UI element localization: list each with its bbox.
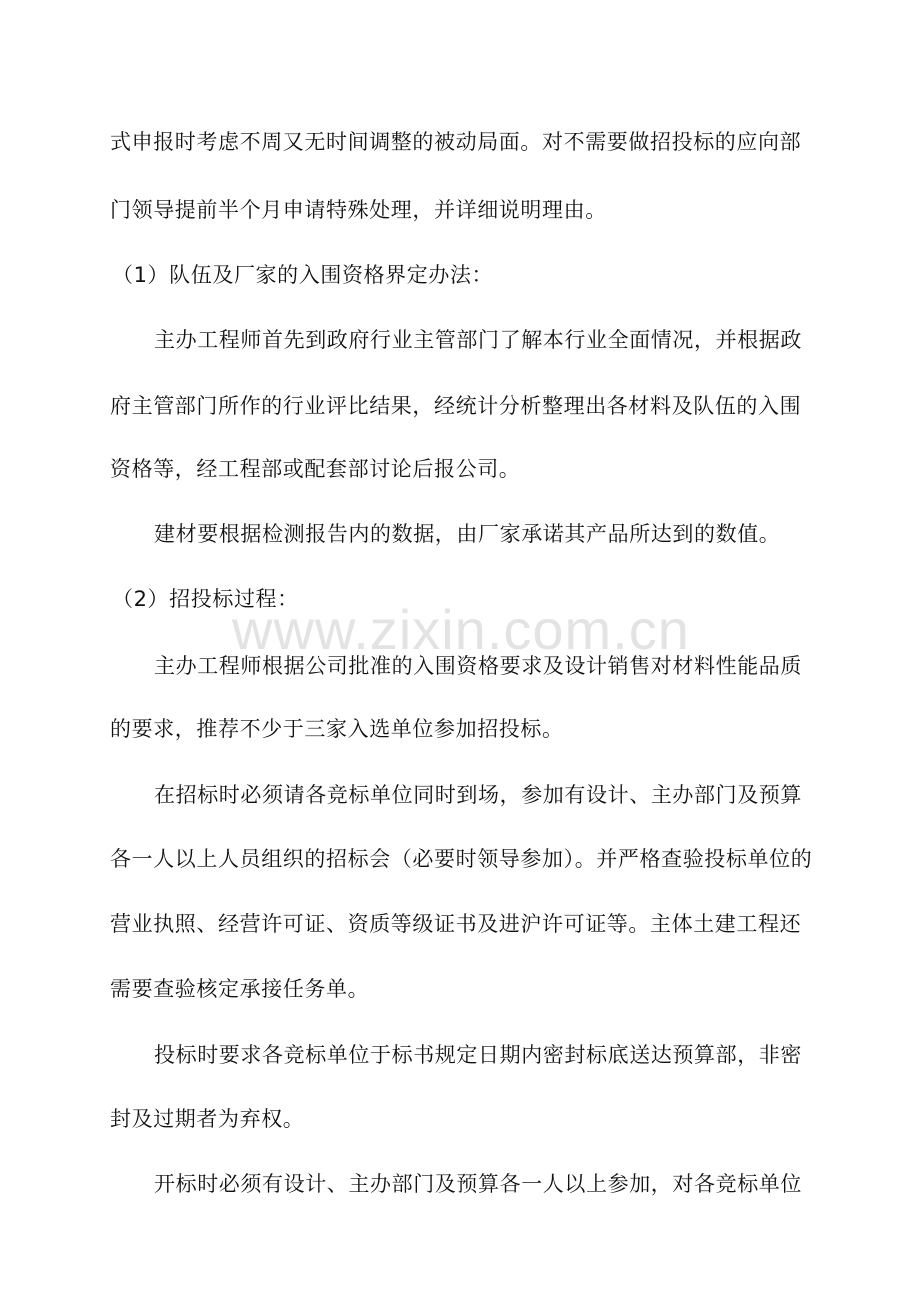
text-line-14: 需要查验核定承接任务单。 (110, 977, 370, 1001)
text-line-1: 式申报时考虑不周又无时间调整的被动局面。对不需要做招投标的应向部 (110, 130, 802, 154)
section-heading-1: （1）队伍及厂家的入围资格界定办法： (112, 263, 494, 287)
text-line-7: 建材要根据检测报告内的数据，由厂家承诺其产品所达到的数值。 (154, 522, 781, 546)
text-line-5: 府主管部门所作的行业评比结果，经统计分析整理出各材料及队伍的入围 (110, 394, 802, 418)
text-line-17: 开标时必须有设计、主办部门及预算各一人以上参加，对各竞标单位 (154, 1172, 802, 1196)
text-line-6: 资格等，经工程部或配套部讨论后报公司。 (110, 457, 521, 481)
text-line-11: 在招标时必须请各竞标单位同时到场，参加有设计、主办部门及预算 (154, 783, 802, 807)
section-heading-2: （2）招投标过程： (112, 587, 299, 611)
text-line-12: 各一人以上人员组织的招标会（必要时领导参加）。并严格查验投标单位的 (110, 847, 813, 871)
text-line-15: 投标时要求各竞标单位于标书规定日期内密封标底送达预算部，非密 (154, 1043, 802, 1067)
text-line-10: 的要求，推荐不少于三家入选单位参加招投标。 (110, 717, 564, 741)
text-line-2: 门领导提前半个月申请特殊处理，并详细说明理由。 (110, 198, 607, 222)
watermark: www.zixin.com.cn (232, 598, 690, 661)
text-line-9: 主办工程师根据公司批准的入围资格要求及设计销售对材料性能品质 (154, 654, 802, 678)
text-line-16: 封及过期者为弃权。 (110, 1107, 305, 1131)
text-line-4: 主办工程师首先到政府行业主管部门了解本行业全面情况，并根据政 (154, 328, 802, 352)
text-line-13: 营业执照、经营许可证、资质等级证书及进沪许可证等。主体土建工程还 (110, 912, 802, 936)
